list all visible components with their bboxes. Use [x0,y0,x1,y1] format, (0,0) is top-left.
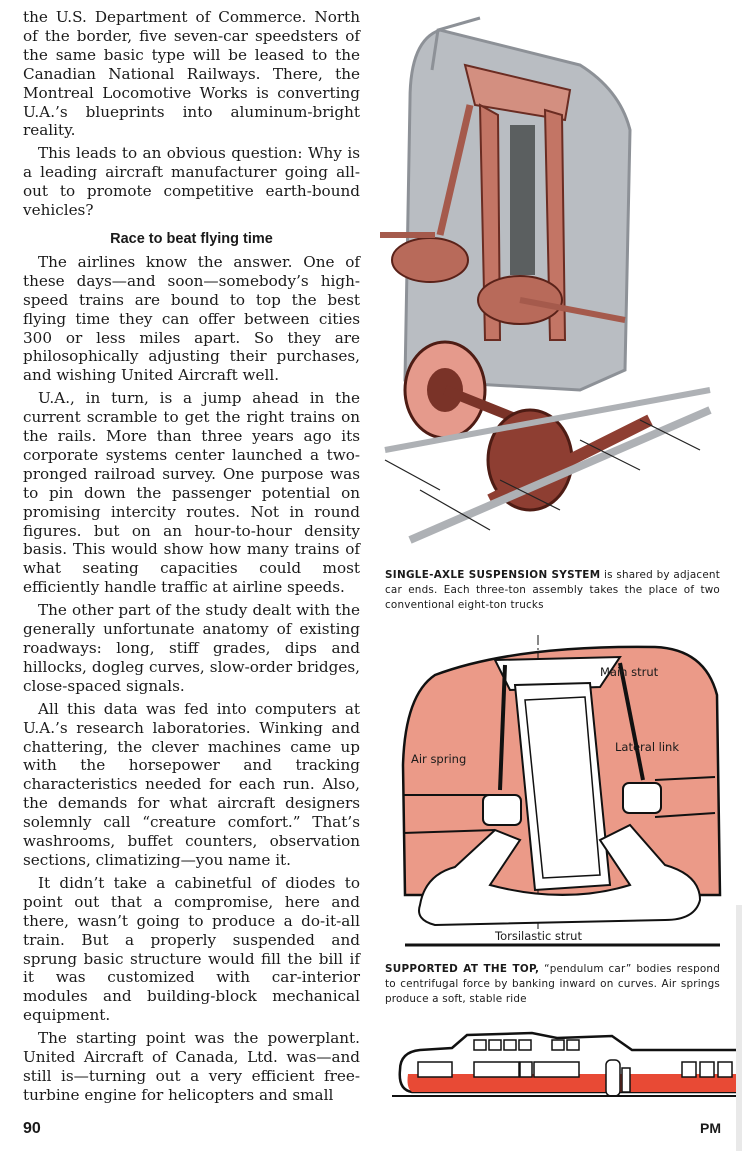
label-main-strut: Main strut [600,665,659,679]
article-paragraph: The other part of the study dealt with the generally unfortunate anatomy of existing roadways: long, stiff grades, dips and hillocks, dogleg curves, slow-order bridges, close-spaced signals. [23,601,360,695]
section-subhead: Race to beat flying time [110,230,273,247]
article-column [23,8,360,1109]
single-axle-suspension-illustration [380,10,720,555]
article-paragraph: U.A., in turn, is a jump ahead in the current scramble to get the right trains on the rails. More than three years ago its corporate systems center launched a two-pronged railroad survey. One purpose was to pin down the passenger potential on promising intercity routes. Not in round figures. but on an hour-to-hour density basis. This would show how many trains of what seating capacities could most efficiently handle traffic at airline speeds. [23,389,360,597]
article-paragraph: This leads to an obvious question: Why is a leading aircraft manufacturer going all-out to promote competitive earth-bound vehicles? [23,144,360,220]
page-number: 90 [23,1120,41,1137]
label-lateral-link: Lateral link [615,740,680,754]
figure-caption-pendulum [385,962,720,1007]
caption-lead: SINGLE-AXLE SUSPENSION SYSTEM [385,569,601,581]
article-paragraph: All this data was fed into computers at U.A.’s research laboratories. Winking and chattering, the clever machines came up with the horsepower and tracking characteristics needed for each run. Also, the demands for what aircraft designers solemnly call “creature comfort.” That’s washrooms, buffet counters, observation sections, climatizing—you name it. [23,699,360,869]
label-air-spring: Air spring [411,752,467,766]
caption-lead: SUPPORTED AT THE TOP, [385,963,540,975]
caption-body: “pendulum car” bodies respond to centrifugal force by banking inward on curves. Air springs produce a soft, stable ride [385,963,721,1005]
pendulum-car-diagram [395,635,730,950]
figure-caption-suspension [385,568,720,613]
turbotrain-side-profile [392,1030,740,1100]
caption-body: is shared by adjacent car ends. Each three-ton assembly takes the place of two conventional eight-ton trucks [385,569,720,611]
page-edge-shadow [736,905,742,1151]
article-paragraph: It didn’t take a cabinetful of diodes to point out that a compromise, here and there, wasn’t going to produce a do-it-all train. But a properly suspended and sprung basic structure would fill the bill if it was customized with car-interior modules and building-block mechanical equipment. [23,873,360,1025]
article-paragraph: the U.S. Department of Commerce. North of the border, five seven-car speedsters of the same basic type will be leased to the Canadian National Railways. There, the Montreal Locomotive Works is converting U.A.’s blueprints into aluminum-bright reality. [23,8,360,140]
article-paragraph: The airlines know the answer. One of these days—and soon—somebody’s high-speed trains are bound to top the best flying time they can offer between cities 300 or less miles apart. So they are philosophically adjusting their purchases, and wishing United Aircraft well. [23,252,360,385]
article-paragraph: The starting point was the powerplant. United Aircraft of Canada, Ltd. was—and still is—turning out a very efficient free-turbine engine for helicopters and small [23,1029,360,1104]
label-torsilastic-strut: Torsilastic strut [495,929,582,943]
magazine-name: PM [700,1120,721,1136]
